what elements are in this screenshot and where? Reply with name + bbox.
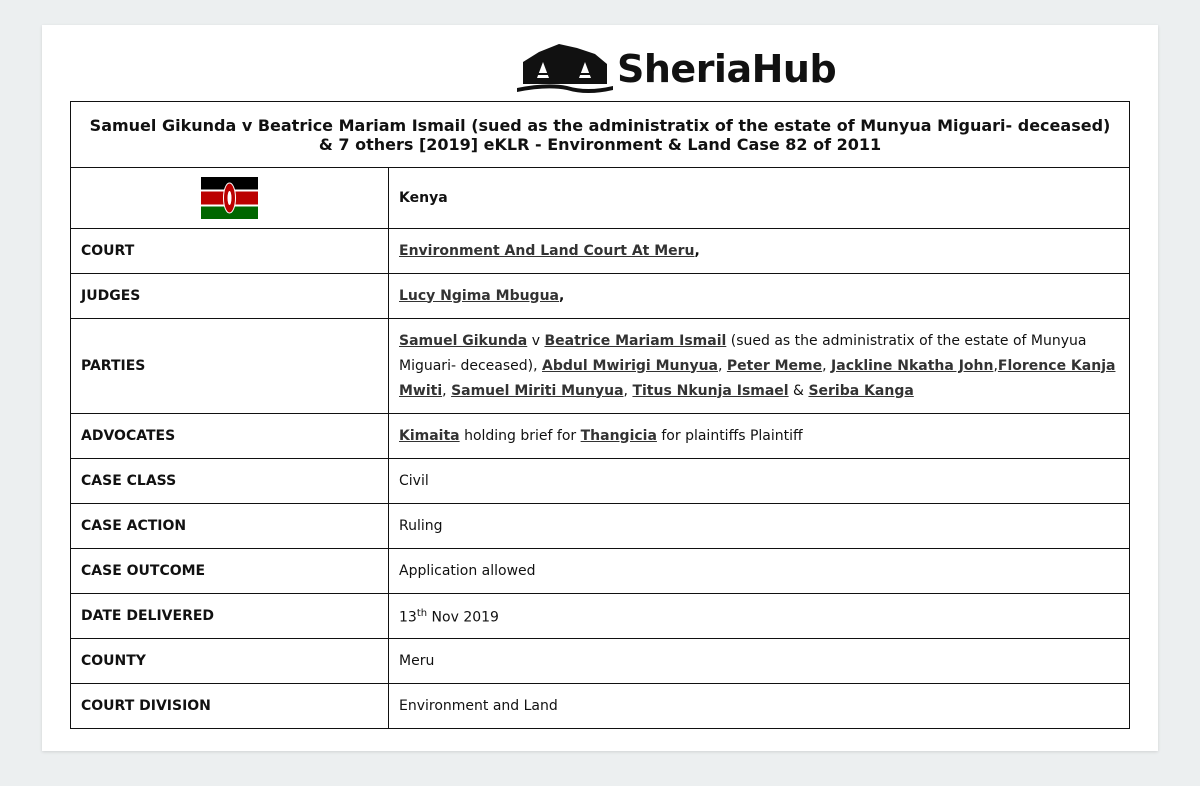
court-suffix: ,: [694, 242, 700, 259]
case-class-value: Civil: [389, 459, 1130, 504]
court-link[interactable]: Environment And Land Court At Meru: [399, 242, 695, 259]
party-link[interactable]: Florence Kanja Mwiti: [399, 357, 1116, 399]
party-link[interactable]: Titus Nkunja Ismael: [632, 382, 789, 399]
date-day: 13: [399, 609, 417, 626]
case-action-label: CASE ACTION: [71, 504, 389, 549]
brand-name: SheriaHub: [617, 47, 837, 91]
case-class-label: CASE CLASS: [71, 459, 389, 504]
case-outcome-value: Application allowed: [389, 549, 1130, 594]
date-rest: Nov 2019: [427, 609, 499, 626]
case-details-table: [70, 101, 1130, 729]
scales-house-icon: [517, 44, 615, 94]
case-card: [42, 25, 1158, 751]
parties-text: ,: [993, 357, 998, 374]
party-link[interactable]: Abdul Mwirigi Munyua: [542, 357, 718, 374]
advocates-label: ADVOCATES: [71, 414, 389, 459]
court-division-label: COURT DIVISION: [71, 684, 389, 729]
county-label: COUNTY: [71, 639, 389, 684]
party-link[interactable]: Peter Meme: [726, 357, 823, 374]
parties-text: v: [527, 332, 545, 349]
advocate-link[interactable]: Kimaita: [399, 427, 460, 444]
date-suffix: th: [416, 608, 428, 620]
party-link[interactable]: Seriba Kanga: [808, 382, 914, 399]
parties-text: ,: [623, 382, 633, 399]
judges-label: JUDGES: [71, 274, 389, 319]
judge-link[interactable]: Lucy Ngima Mbugua: [399, 287, 559, 304]
date-delivered-label: DATE DELIVERED: [71, 594, 389, 639]
parties-label: PARTIES: [71, 319, 389, 414]
party-link[interactable]: Jackline Nkatha John: [831, 357, 994, 374]
court-label: COURT: [71, 229, 389, 274]
parties-text: ,: [718, 357, 727, 374]
case-outcome-label: CASE OUTCOME: [71, 549, 389, 594]
case-title: Samuel Gikunda v Beatrice Mariam Ismail (sued as the administratix of the estate of Munyua Miguari- deceased) & 7 others [2019] eKLR - Environment & Land Case 82 of 2011: [71, 102, 1130, 168]
party-link[interactable]: Samuel Miriti Munyua: [451, 382, 624, 399]
parties-text: ,: [442, 382, 452, 399]
county-value: Meru: [389, 639, 1130, 684]
sheriahub-logo[interactable]: [517, 43, 836, 95]
parties-text: ,: [822, 357, 832, 374]
party-link[interactable]: Beatrice Mariam Ismail: [544, 332, 727, 349]
judges-suffix: ,: [559, 287, 565, 304]
kenya-flag-icon: [201, 177, 258, 219]
parties-text: &: [788, 382, 809, 399]
advocates-text: for plaintiffs Plaintiff: [656, 427, 803, 444]
parties-value: [389, 319, 1130, 414]
date-delivered-value: [389, 594, 1130, 639]
advocate-link[interactable]: Thangicia: [580, 427, 657, 444]
court-division-value: Environment and Land: [389, 684, 1130, 729]
party-link[interactable]: Samuel Gikunda: [399, 332, 528, 349]
advocates-text: holding brief for: [459, 427, 581, 444]
country: Kenya: [389, 168, 1130, 229]
case-action-value: Ruling: [389, 504, 1130, 549]
parties-text: (sued as the administratix of the estate of Munyua Miguari- deceased),: [399, 332, 1087, 374]
